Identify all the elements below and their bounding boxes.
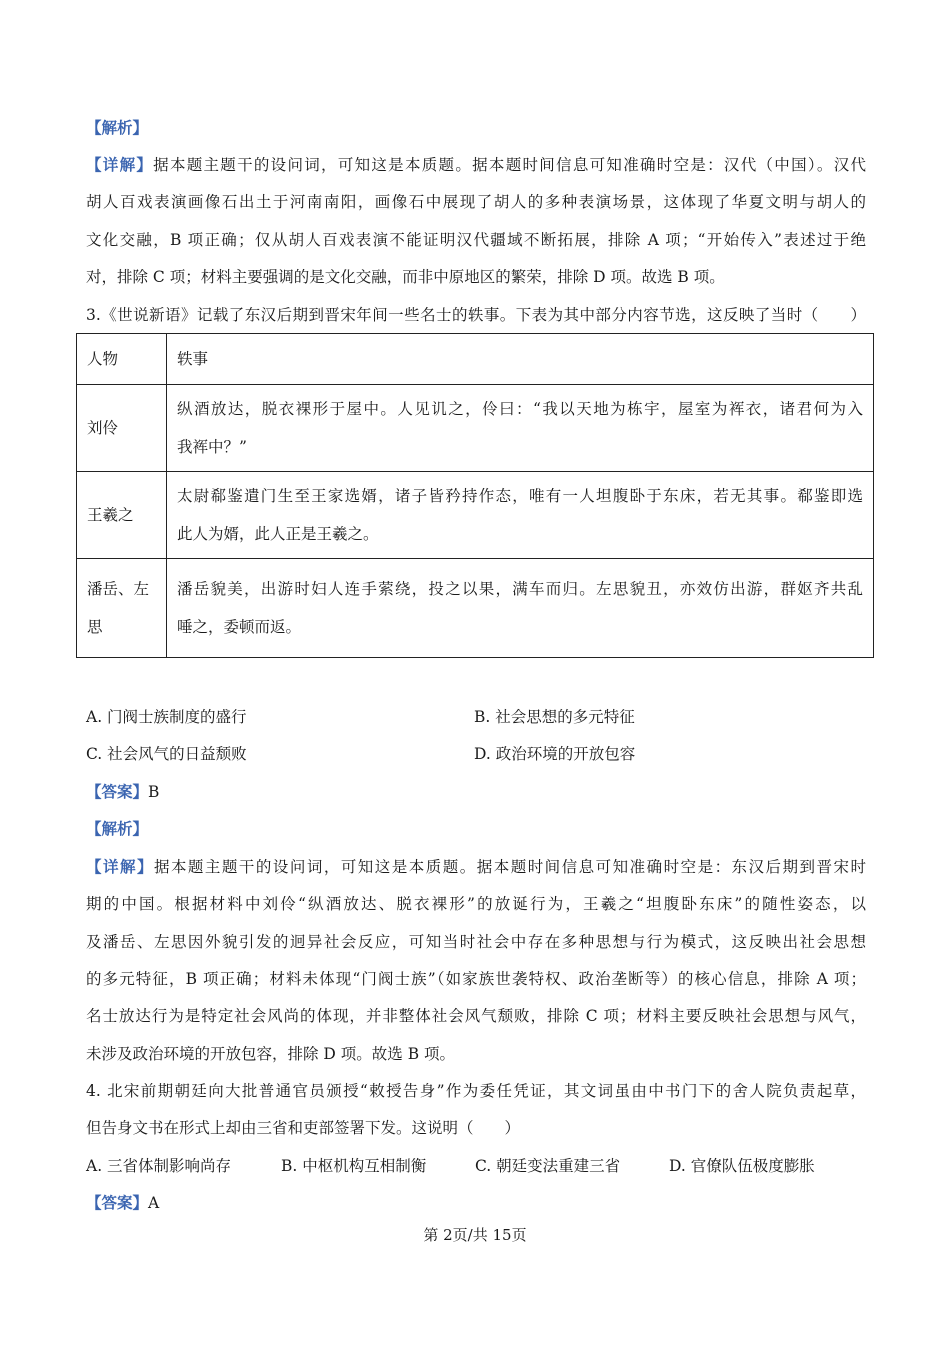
answer-tag: 【答案】	[86, 782, 149, 801]
analysis-tag: 【解析】	[86, 118, 149, 137]
detail-line: 文化交融，B 项正确；仅从胡人百戏表演不能证明汉代疆域不断拓展，排除 A 项；“开始传入”表述过于绝	[86, 231, 866, 249]
detail-line: 及潘岳、左思因外貌引发的迥异社会反应，可知当时社会中存在多种思想与行为模式，这反映出社会思想	[86, 933, 866, 951]
answer-tag: 【答案】	[86, 1193, 149, 1212]
table-cell-story: 潘岳貌美，出游时妇人连手萦绕，投之以果，满车而归。左思貌丑，亦效仿出游，群妪齐共乱 唾之，委顿而返。	[167, 559, 874, 658]
table-cell-person: 潘岳、左 思	[77, 559, 167, 658]
table-header-person: 人物	[77, 334, 167, 385]
q3-option-b: B. 社会思想的多元特征	[474, 708, 635, 726]
q3-table	[76, 333, 874, 658]
q3-option-c: C. 社会风气的日益颓败	[86, 745, 247, 763]
detail-tag: 【详解】	[86, 857, 154, 876]
detail-line: 名士放达行为是特定社会风尚的体现，并非整体社会风气颓败，排除 C 项；材料主要反映社会思想与风气，	[86, 1007, 866, 1025]
q3-answer: 【答案】B	[86, 782, 160, 801]
detail-line: 【详解】据本题主题干的设问词，可知这是本质题。据本题时间信息可知准确时空是：汉代（中国）。汉代	[86, 155, 866, 174]
table-row	[77, 559, 874, 658]
q4-answer: 【答案】A	[86, 1193, 160, 1212]
detail-line: 胡人百戏表演画像石出土于河南南阳，画像石中展现了胡人的多种表演场景，这体现了华夏文明与胡人的	[86, 193, 866, 211]
table-cell-person: 王羲之	[77, 472, 167, 559]
table-row	[77, 385, 874, 472]
table-cell-story: 纵酒放达，脱衣裸形于屋中。人见讥之，伶曰：“我以天地为栋宇，屋室为裈衣，诸君何为入 我裈中？”	[167, 385, 874, 472]
q4-option-d: D. 官僚队伍极度膨胀	[669, 1157, 815, 1175]
table-cell-person: 刘伶	[77, 385, 167, 472]
detail-line: 未涉及政治环境的开放包容，排除 D 项。故选 B 项。	[86, 1045, 456, 1063]
detail-line: 的多元特征，B 项正确；材料未体现“门阀士族”（如家族世袭特权、政治垄断等）的核心信息，排除 A 项；	[86, 970, 866, 988]
detail-tag: 【详解】	[86, 155, 154, 174]
q4-stem-line: 但告身文书在形式上却由三省和吏部签署下发。这说明（ ）	[86, 1119, 521, 1137]
detail-line: 对，排除 C 项；材料主要强调的是文化交融，而非中原地区的繁荣，排除 D 项。故选 B 项。	[86, 268, 725, 286]
q3-stem: 3.《世说新语》记载了东汉后期到晋宋年间一些名士的轶事。下表为其中部分内容节选，这反映了当时（ ）	[86, 306, 866, 324]
detail-line: 期的中国。根据材料中刘伶“纵酒放达、脱衣裸形”的放诞行为，王羲之“坦腹卧东床”的随性姿态，以	[86, 895, 866, 913]
detail-line: 【详解】据本题主题干的设问词，可知这是本质题。据本题时间信息可知准确时空是：东汉后期到晋宋时	[86, 857, 866, 876]
q4-option-b: B. 中枢机构互相制衡	[281, 1157, 427, 1175]
table-header-row	[77, 334, 874, 385]
page-footer: 第 2页/共 15页	[423, 1226, 527, 1244]
q3-option-a: A. 门阀士族制度的盛行	[86, 708, 247, 726]
q3-option-d: D. 政治环境的开放包容	[474, 745, 636, 763]
q4-option-a: A. 三省体制影响尚存	[86, 1157, 232, 1175]
q3-analysis-tag: 【解析】	[86, 819, 149, 838]
table-row	[77, 472, 874, 559]
q4-stem-line: 4. 北宋前期朝廷向大批普通官员颁授“敕授告身”作为委任凭证，其文词虽由中书门下的舍人院负责起草，	[86, 1082, 866, 1100]
q4-option-c: C. 朝廷变法重建三省	[475, 1157, 621, 1175]
table-cell-story: 太尉郗鉴遣门生至王家选婿，诸子皆矜持作态，唯有一人坦腹卧于东床，若无其事。郗鉴即选 此人为婿，此人正是王羲之。	[167, 472, 874, 559]
table-header-story: 轶事	[167, 334, 874, 385]
